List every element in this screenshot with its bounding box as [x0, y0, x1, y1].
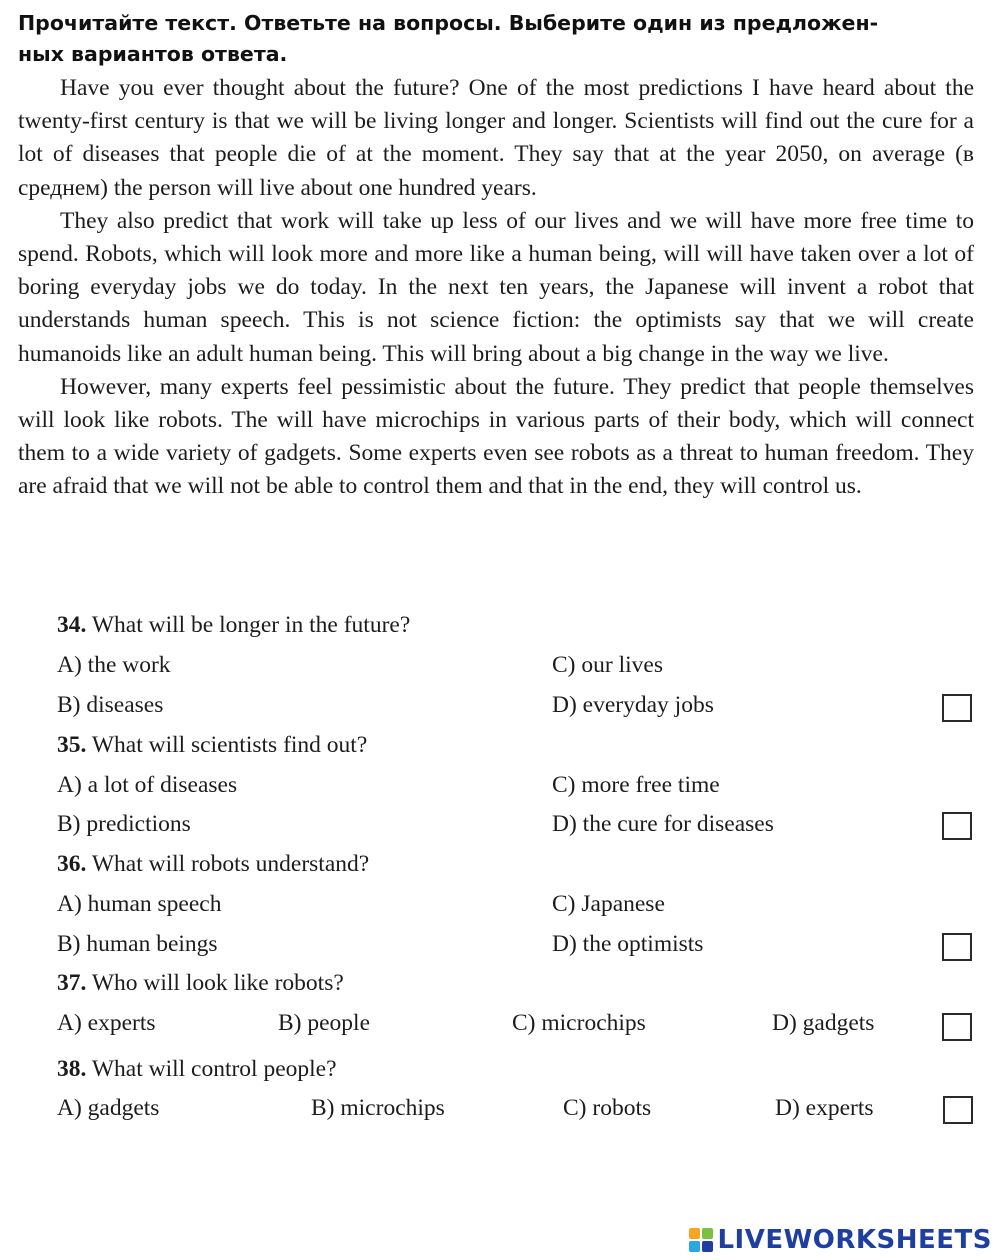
option-37-a: A) experts [57, 1010, 156, 1036]
question-35 [57, 732, 367, 759]
question-number: 37. [57, 970, 87, 996]
answer-box-37[interactable] [942, 1013, 972, 1041]
question-34 [57, 612, 410, 639]
liveworksheets-logo-icon [688, 1227, 714, 1253]
option-34-d: D) everyday jobs [552, 692, 714, 718]
option-36-a: A) human speech [57, 891, 222, 917]
question-number: 36. [57, 851, 87, 877]
liveworksheets-logo [688, 1224, 992, 1256]
option-34-c: C) our lives [552, 652, 663, 678]
question-37 [57, 970, 344, 997]
option-38-c: C) robots [563, 1095, 652, 1121]
answer-box-34[interactable] [942, 694, 972, 722]
instruction-line-2: ных вариантов ответа. [18, 42, 288, 66]
option-36-b: B) human beings [57, 931, 218, 957]
option-38-b: B) microchips [311, 1095, 445, 1121]
option-35-c: C) more free time [552, 772, 720, 798]
logo-text: LIVEWORKSHEETS [717, 1225, 992, 1255]
passage-paragraph-2: They also predict that work will take up less of our lives and we will have more free time to spend. Robots, which will look more and more like a human being, will will have taken over a lot of boring everyday jobs we do today. In the next ten years, the Japanese will invent a robot that understands human speech. This is not science fiction: the optimists say that we will create humanoids like an adult human being. This will bring about a big change in the way we live. [18, 207, 974, 367]
answer-box-38[interactable] [943, 1096, 973, 1124]
answer-box-36[interactable] [942, 933, 972, 961]
option-37-d: D) gadgets [772, 1010, 875, 1036]
question-text: What will scientists find out? [91, 732, 368, 758]
reading-passage [18, 72, 974, 504]
question-36 [57, 851, 369, 878]
question-38 [57, 1056, 337, 1083]
option-37-c: C) microchips [512, 1010, 646, 1036]
passage-paragraph-3: However, many experts feel pessimistic about the future. They predict that people themselves will look like robots. The will have microchips in various parts of their body, which will connect them to a wide variety of gadgets. Some experts even see robots as a threat to human freedom. They are afraid that we will not be able to control them and that in the end, they will control us. [18, 373, 974, 500]
option-35-a: A) a lot of diseases [57, 772, 238, 798]
question-number: 34. [57, 612, 87, 638]
instruction-line-1: Прочитайте текст. Ответьте на вопросы. Выберите один из предложен- [18, 11, 879, 35]
option-38-d: D) experts [775, 1095, 874, 1121]
option-35-d: D) the cure for diseases [552, 811, 774, 837]
question-number: 35. [57, 732, 87, 758]
option-37-b: B) people [278, 1010, 371, 1036]
option-35-b: B) predictions [57, 811, 191, 837]
instructions [18, 8, 986, 70]
option-36-d: D) the optimists [552, 931, 704, 957]
question-text: Who will look like robots? [91, 970, 344, 996]
question-text: What will control people? [91, 1056, 337, 1082]
question-number: 38. [57, 1056, 87, 1082]
option-38-a: A) gadgets [57, 1095, 160, 1121]
answer-box-35[interactable] [942, 812, 972, 840]
passage-paragraph-1: Have you ever thought about the future? One of the most predictions I have heard about the twenty-first century is that we will be living longer and longer. Scientists will find out the cure for a lot of diseases that people die of at the moment. They say that at the year 2050, on average (в среднем) the person will live about one hundred years. [18, 75, 974, 201]
option-34-b: B) diseases [57, 692, 164, 718]
question-text: What will be longer in the future? [91, 612, 411, 638]
option-34-a: A) the work [57, 652, 171, 678]
question-text: What will robots understand? [91, 851, 370, 877]
option-36-c: C) Japanese [552, 891, 665, 917]
